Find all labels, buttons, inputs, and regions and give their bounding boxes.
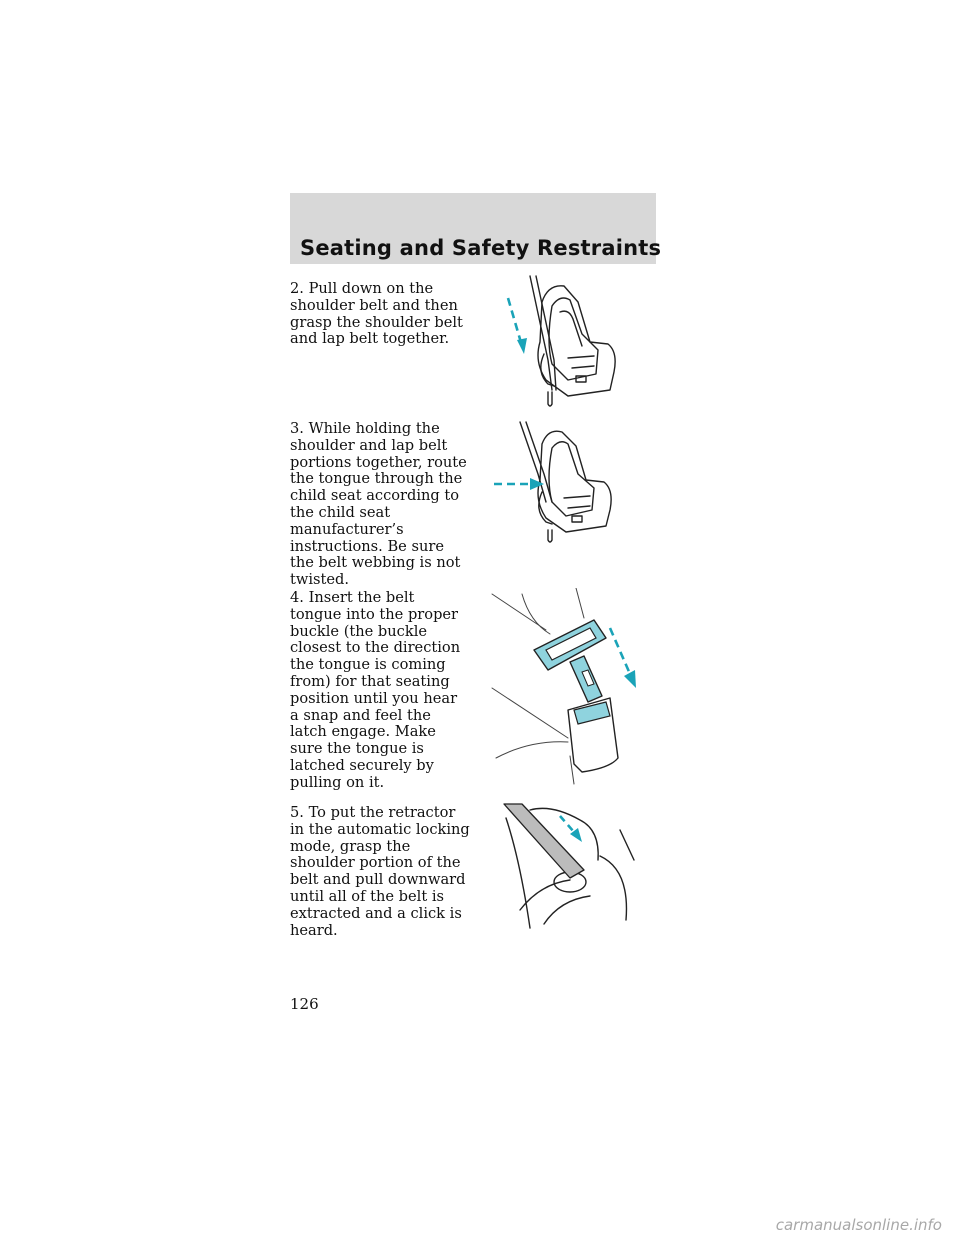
step-3-text <box>290 421 470 589</box>
step-4-text <box>290 590 470 792</box>
page-number: 126 <box>290 995 319 1013</box>
buckle-insert-tongue-illustration <box>490 588 650 788</box>
section-title: Seating and Safety Restraints <box>300 236 662 260</box>
child-seat-route-tongue-illustration <box>490 418 640 548</box>
step-2-paragraph: 2. Pull down on the shoulder belt and then grasp the shoulder belt and lap belt together. <box>290 280 463 348</box>
step-3-paragraph: 3. While holding the shoulder and lap belt portions together, route the tongue through the child seat according to the child seat manufacturer’s instructions. Be sure the belt webbing is not twisted. <box>290 420 467 589</box>
site-watermark: carmanualsonline.info <box>775 1216 942 1234</box>
step-5-paragraph: 5. To put the retractor in the automatic locking mode, grasp the shoulder portion of the belt and pull downward until all of the belt is extracted and a click is heard. <box>290 804 470 939</box>
child-seat-pull-belt-illustration <box>490 272 640 412</box>
step-2-text <box>290 281 470 348</box>
step-4-paragraph: 4. Insert the belt tongue into the proper buckle (the buckle closest to the direction the tongue is coming from) for that seating position until you hear a snap and feel the latch engage. Make sure the tongue is latched securely by pulling on it. <box>290 589 461 791</box>
step-5-text <box>290 805 470 939</box>
retractor-locking-mode-illustration <box>500 800 640 932</box>
